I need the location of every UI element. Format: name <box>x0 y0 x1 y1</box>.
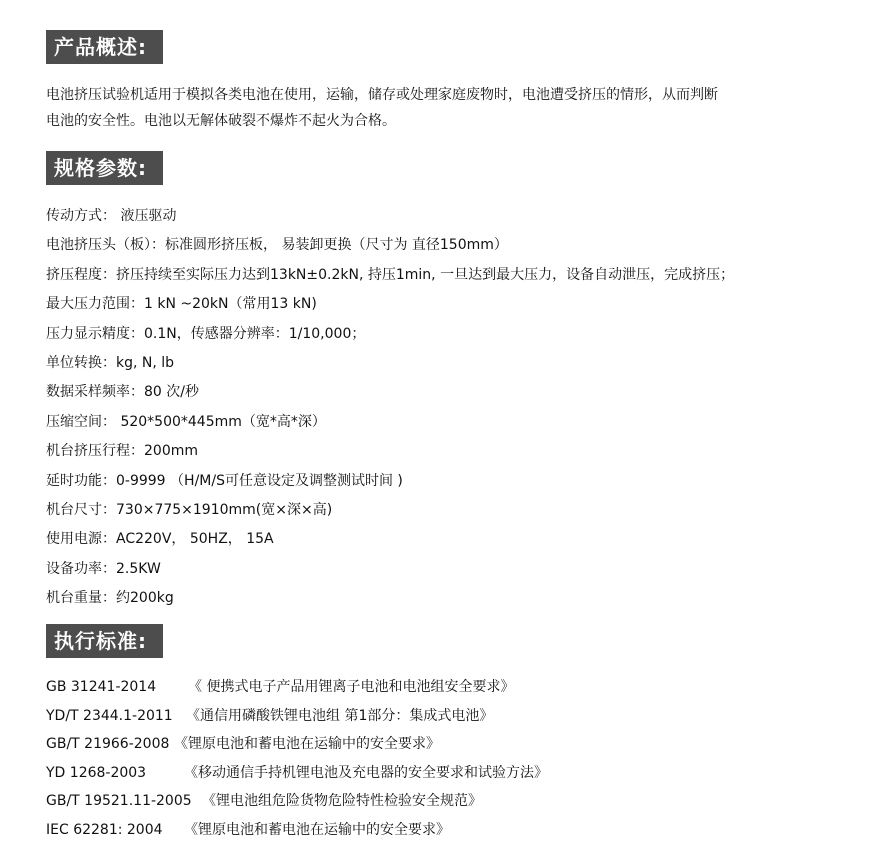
standard-title: 《锂原电池和蓄电池在运输中的安全要求》 <box>184 821 450 838</box>
standards-section-header: 执行标准: <box>46 624 163 658</box>
spec-power: 设备功率：2.5KW <box>46 560 161 577</box>
standard-code: YD/T 2344.1-2011 <box>46 707 173 724</box>
standard-item <box>46 673 515 702</box>
standard-code: YD 1268-2003 <box>46 764 147 781</box>
standard-item <box>46 759 548 788</box>
standard-title: 《锂电池组危险货物危险特性检验安全规范》 <box>202 793 482 810</box>
spec-stroke: 机台挤压行程：200mm <box>46 443 198 460</box>
spec-sampling-rate: 数据采样频率：80 次/秒 <box>46 384 199 401</box>
standard-title: 《 便携式电子产品用锂离子电池和电池组安全要求》 <box>188 679 515 695</box>
spec-drive-mode: 传动方式： 液压驱动 <box>46 208 177 224</box>
overview-paragraph <box>46 82 846 134</box>
standard-item <box>46 816 450 845</box>
overview-line-2: 电池的安全性。电池以无解体破裂不爆炸不起火为合格。 <box>46 113 396 129</box>
standard-title: 《通信用磷酸铁锂电池组 第1部分：集成式电池》 <box>186 707 494 724</box>
spec-compression-space: 压缩空间： 520*500*445mm（宽*高*深） <box>46 413 326 430</box>
spec-crush-head: 电池挤压头（板）：标准圆形挤压板， 易装卸更换（尺寸为 直径150mm） <box>46 237 508 254</box>
standard-item <box>46 702 494 731</box>
standard-item <box>46 787 482 816</box>
standard-code: GB 31241-2014 <box>46 679 157 695</box>
standard-title: 《锂原电池和蓄电池在运输中的安全要求》 <box>174 736 440 753</box>
spec-crush-degree: 挤压程度：挤压持续至实际压力达到13kN±0.2kN, 持压1min, 一旦达到最大压力，设备自动泄压，完成挤压； <box>46 266 735 283</box>
spec-pressure-precision: 压力显示精度：0.1N，传感器分辨率：1/10,000； <box>46 325 366 342</box>
overview-section-header: 产品概述: <box>46 30 163 64</box>
spec-weight: 机台重量：约200kg <box>46 590 174 607</box>
standard-code: IEC 62281: 2004 <box>46 821 163 838</box>
specs-section-header: 规格参数: <box>46 151 163 185</box>
spec-delay-function: 延时功能：0-9999 （H/M/S可任意设定及调整测试时间 ) <box>46 472 403 489</box>
standard-code: GB/T 21966-2008 <box>46 736 170 753</box>
spec-power-supply: 使用电源：AC220V， 50HZ， 15A <box>46 531 274 548</box>
standard-code: GB/T 19521.11-2005 <box>46 793 192 810</box>
spec-max-pressure: 最大压力范围：1 kN ~20kN（常用13 kN) <box>46 296 317 313</box>
standards-list <box>46 673 548 845</box>
standard-item <box>46 730 440 759</box>
spec-unit-conversion: 单位转换：kg, N, lb <box>46 354 175 371</box>
spec-list <box>46 202 734 613</box>
overview-line-1: 电池挤压试验机适用于模拟各类电池在使用，运输，储存或处理家庭废物时，电池遭受挤压的情形，从而判断 <box>46 87 718 103</box>
spec-machine-size: 机台尺寸：730×775×1910mm(宽×深×高) <box>46 501 333 518</box>
standard-title: 《移动通信手持机锂电池及充电器的安全要求和试验方法》 <box>184 764 548 781</box>
